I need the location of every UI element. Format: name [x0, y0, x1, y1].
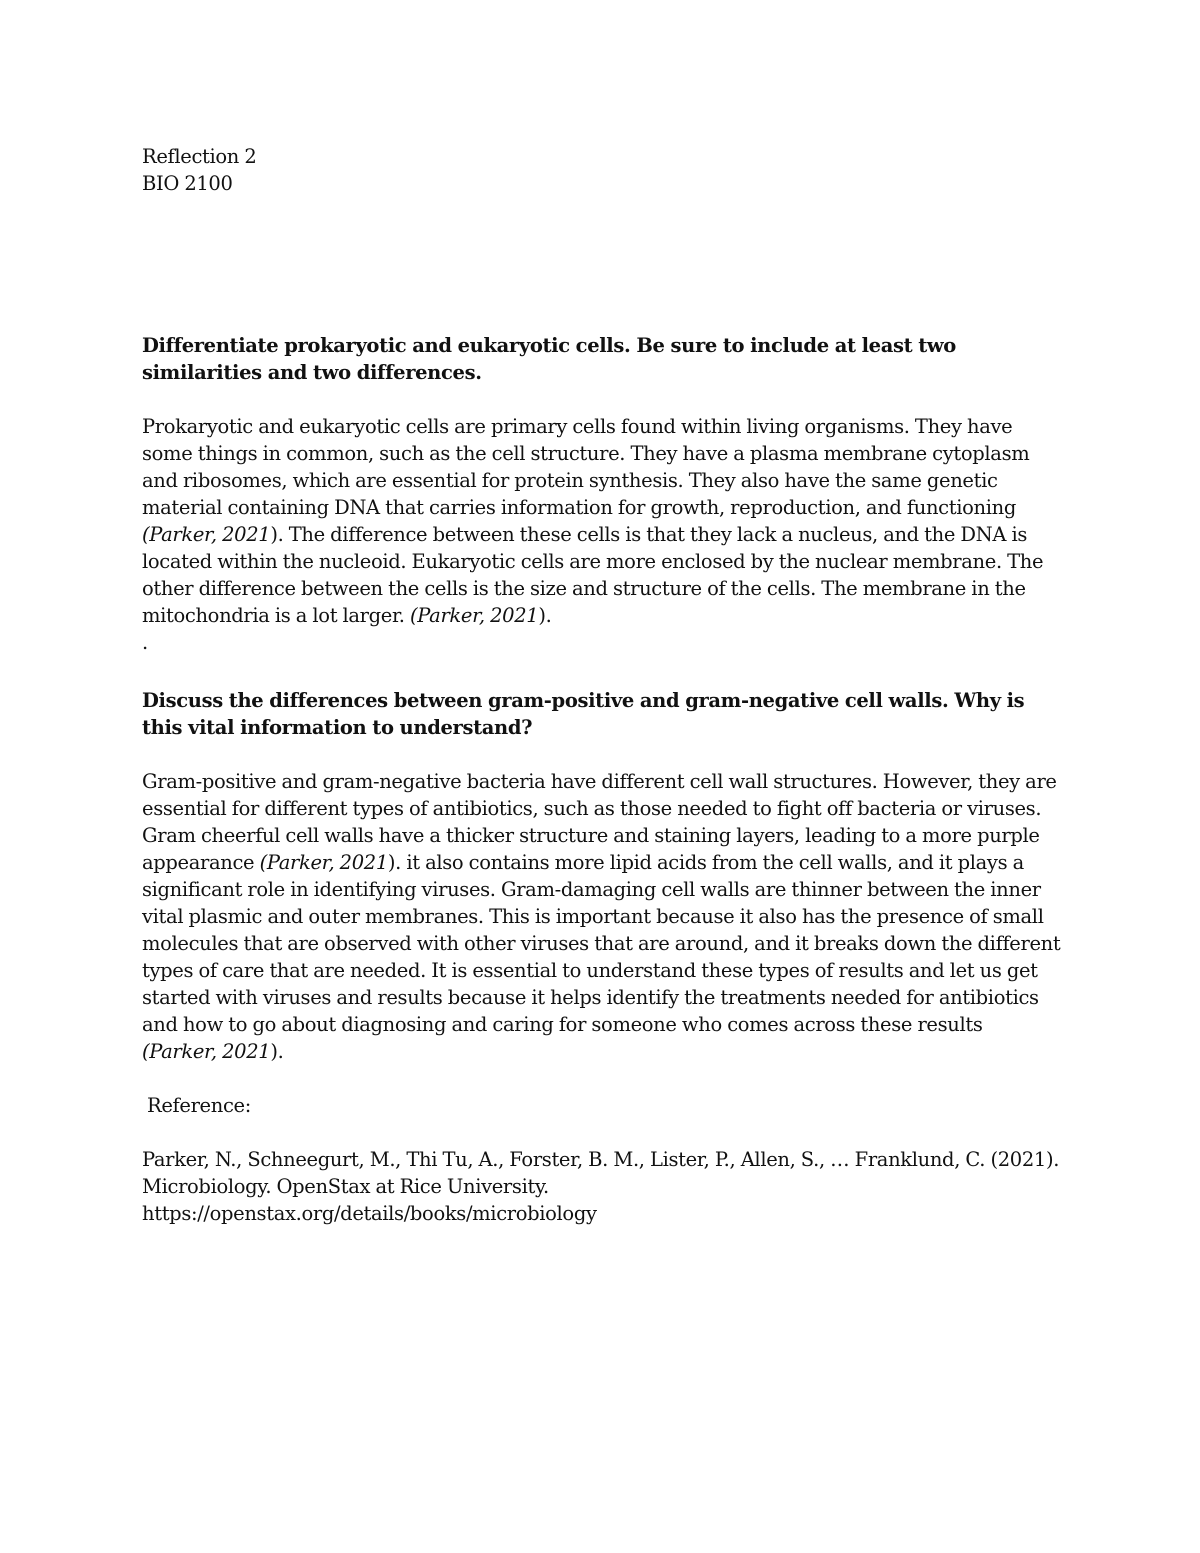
answer-2-citation-1: (Parker, 2021: [259, 851, 388, 874]
answer-1-text-part2: ). The difference between these cells is that they lack a nucleus, and the DNA is located within the nucleoid. Eukaryotic cells are more enclosed by the nuclear membrane. The other difference between the cells is the size and structure of the cells. The membrane in the mitochondria is a lot larger.: [142, 523, 1044, 627]
document-title: Reflection 2: [142, 145, 257, 168]
reference-citation: Parker, N., Schneegurt, M., Thi Tu, A., Forster, B. M., Lister, P., Allen, S., … Franklund, C. (2021). Microbiology. OpenStax at Rice University.: [142, 1148, 1060, 1198]
reference-entry: [142, 1146, 1062, 1227]
document-body: [142, 143, 1062, 1227]
header-spacer: [142, 197, 1062, 332]
question-1-heading: Differentiate prokaryotic and eukaryotic cells. Be sure to include at least two similarities and two differences.: [142, 334, 956, 384]
answer-1-citation-2: (Parker, 2021: [410, 604, 539, 627]
answer-2-citation-2: (Parker, 2021: [142, 1040, 271, 1063]
section-gap: [142, 656, 1062, 687]
course-code: BIO 2100: [142, 172, 233, 195]
trailing-dot: .: [142, 631, 148, 654]
answer-1-text-part3: ).: [538, 604, 552, 627]
reference-heading: Reference:: [147, 1094, 251, 1117]
reference-label-gap: [142, 1119, 1062, 1146]
reference-url: https://openstax.org/details/books/microbiology: [142, 1202, 597, 1225]
answer-2-text-part3: ).: [270, 1040, 284, 1063]
answer-1-citation-1: (Parker, 2021: [142, 523, 271, 546]
answer-2-paragraph: [142, 768, 1062, 1065]
question-2-heading: Discuss the differences between gram-positive and gram-negative cell walls. Why is this vital information to understand?: [142, 689, 1025, 739]
answer-1-text-part1: Prokaryotic and eukaryotic cells are primary cells found within living organisms. They have some things in common, such as the cell structure. They have a plasma membrane cytoplasm and ribosomes, which are essential for protein synthesis. They also have the same genetic material containing DNA that carries information for growth, reproduction, and functioning: [142, 415, 1030, 519]
reference-gap: [142, 1065, 1062, 1092]
answer-2-text-part2: ). it also contains more lipid acids from the cell walls, and it plays a significant role in identifying viruses. Gram-damaging cell walls are thinner between the inner vital plasmic and outer membranes. This is important because it also has the presence of small molecules that are observed with other viruses that are around, and it breaks down the different types of care that are needed. It is essential to understand these types of results and let us get started with viruses and results because it helps identify the treatments needed for antibiotics and how to go about diagnosing and caring for someone who comes across these results: [142, 851, 1061, 1036]
answer-2-text-part1: Gram-positive and gram-negative bacteria have different cell wall structures. However, they are essential for different types of antibiotics, such as those needed to fight off bacteria or viruses. Gram cheerful cell walls have a thicker structure and staining layers, leading to a more purple appearance: [142, 770, 1057, 874]
answer-1-paragraph: [142, 413, 1062, 629]
question-1-gap: [142, 386, 1062, 413]
question-2-gap: [142, 741, 1062, 768]
